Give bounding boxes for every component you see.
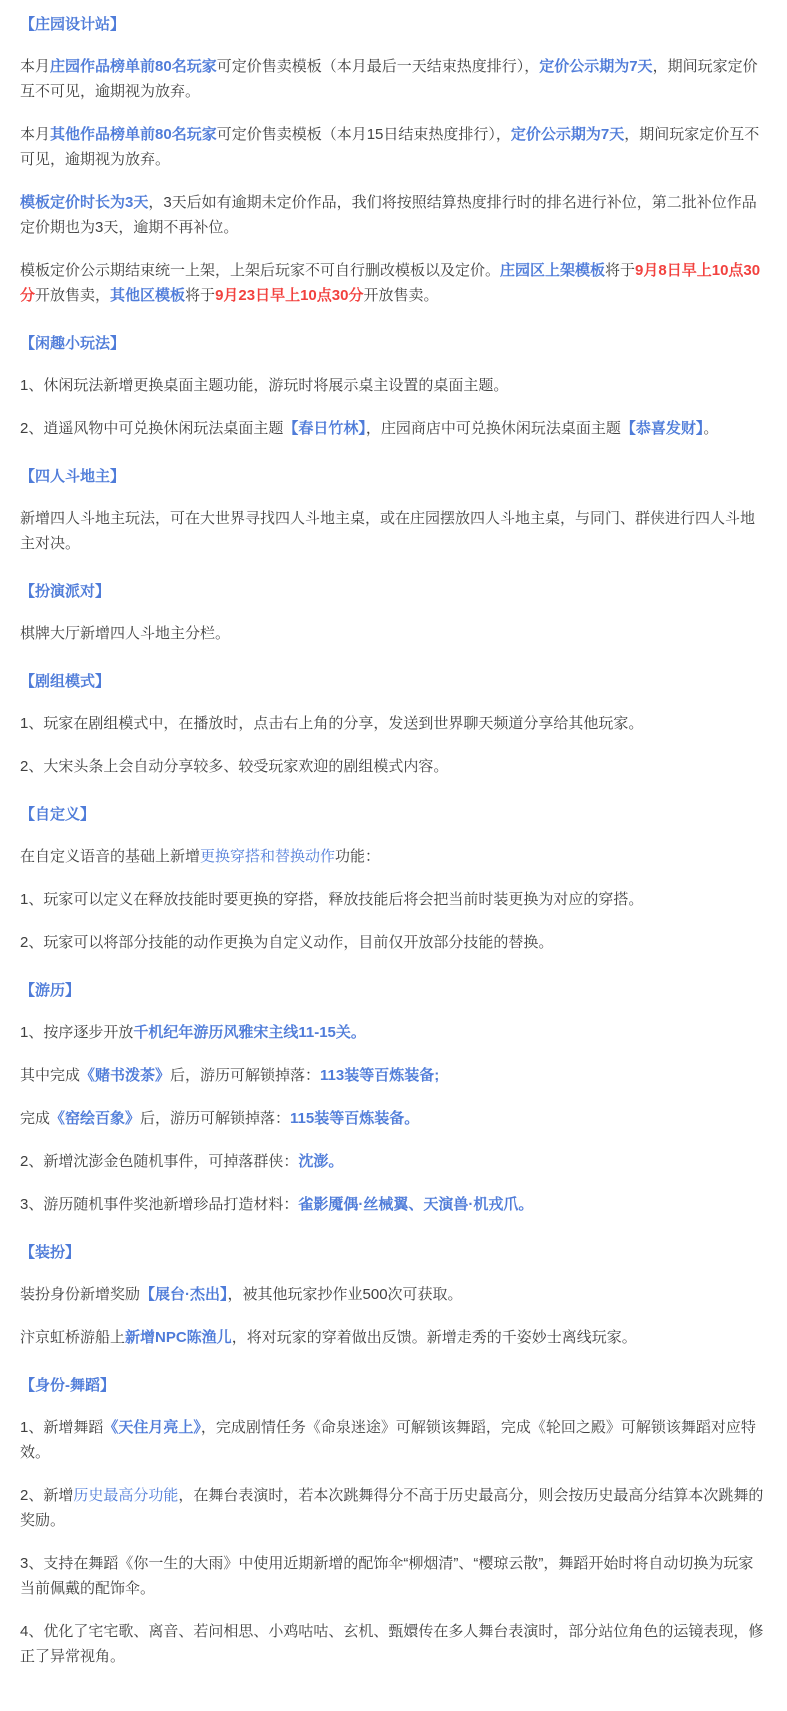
highlight-blue-text: 庄园区上架模板 [500,262,606,279]
highlight-blue-text: 115装等百炼装备。 [290,1110,420,1127]
section-header: 【扮演派对】 [20,583,111,600]
body-text: 开放售卖， [35,287,111,304]
paragraph [20,416,767,441]
paragraph [20,1063,767,1088]
body-text: ，被其他玩家抄作业500次可获取。 [227,1286,463,1303]
body-text: 本月 [20,58,51,75]
body-text: ，将对玩家的穿着做出反馈。新增走秀的千姿妙士离线玩家。 [231,1329,637,1346]
body-text: 3、支持在舞蹈《你一生的大雨》中使用近期新增的配饰伞“柳烟清”、“樱琼云散”，舞蹈开始时将自动切换为玩家当前佩戴的配饰伞。 [20,1555,754,1597]
section-header: 【游历】 [20,982,81,999]
body-text: 1、新增舞蹈 [20,1419,104,1436]
highlight-blue-text: 【展台·杰出】 [140,1286,228,1303]
body-text: 本月 [20,126,51,143]
section-header: 【自定义】 [20,806,96,823]
section-header: 【身份-舞蹈】 [20,1377,115,1394]
paragraph [20,122,767,172]
body-text: 2、新增沈澎金色随机事件，可掉落群侠： [20,1153,299,1170]
body-text: 4、优化了宅宅歌、离音、若问相思、小鸡咕咕、玄机、甄嬛传在多人舞台表演时，部分站位角色的运镜表现，修正了异常视角。 [20,1623,764,1665]
paragraph [20,54,767,104]
body-text: 2、大宋头条上会自动分享较多、较受玩家欢迎的剧组模式内容。 [20,758,449,775]
highlight-blue-text: 模板定价时长为3天 [20,194,149,211]
body-text: 。 [703,420,719,437]
body-text: 1、按序逐步开放 [20,1024,134,1041]
paragraph [20,1020,767,1045]
body-text: 1、玩家可以定义在释放技能时要更换的穿搭，释放技能后将会把当前时装更换为对应的穿搭。 [20,891,644,908]
section-header: 【闲趣小玩法】 [20,335,126,352]
highlight-blue-text: 沈澎。 [298,1153,344,1170]
paragraph [20,1619,767,1669]
section-header: 【庄园设计站】 [20,16,126,33]
paragraph [20,754,767,779]
paragraph [20,1149,767,1174]
body-text: 新增四人斗地主玩法，可在大世界寻找四人斗地主桌，或在庄园摆放四人斗地主桌，与同门、群侠进行四人斗地主对决。 [20,510,756,552]
section-header: 【剧组模式】 [20,673,111,690]
paragraph [20,711,767,736]
body-text: ，期间玩家定价互不可见，逾期视为放弃。 [20,126,760,168]
body-text: 汴京虹桥游船上 [20,1329,126,1346]
body-text: 将于 [605,262,636,279]
body-text: 后，游历可解锁掉落： [140,1110,291,1127]
body-text: ，庄园商店中可兑换休闲玩法桌面主题 [365,420,621,437]
body-text: 装扮身份新增奖励 [20,1286,141,1303]
body-text: ，完成剧情任务《命泉迷途》可解锁该舞蹈，完成《轮回之殿》可解锁该舞蹈对应特效。 [20,1419,756,1461]
paragraph [20,190,767,240]
highlight-red-text: 9月8日早上10点30分 [20,262,761,304]
highlight-blue-text: 《窑绘百象》 [50,1110,141,1127]
highlight-blue-text: 《天住月亮上》 [103,1419,201,1436]
body-text: 模板定价公示期结束统一上架，上架后玩家不可自行删改模板以及定价。 [20,262,501,279]
body-text: 1、玩家在剧组模式中，在播放时，点击右上角的分享，发送到世界聊天频道分享给其他玩家。 [20,715,644,732]
body-text: ，期间玩家定价互不可见，逾期视为放弃。 [20,58,758,100]
body-text: 后，游历可解锁掉落： [170,1067,321,1084]
body-text: 开放售卖。 [363,287,439,304]
paragraph [20,1106,767,1131]
paragraph [20,844,767,869]
body-text: 2、新增 [20,1487,74,1504]
paragraph [20,506,767,556]
body-text: ，3天后如有逾期未定价作品，我们将按照结算热度排行时的排名进行补位，第二批补位作品定价期也为3天，逾期不再补位。 [20,194,757,236]
highlight-blue-text: 更换穿搭和替换动作 [200,848,336,865]
body-text: 完成 [20,1110,51,1127]
highlight-blue-text: 定价公示期为7天 [510,126,625,143]
paragraph [20,1192,767,1217]
highlight-blue-text: 雀影魇偶·丝械翼、天演兽·机戎爪。 [298,1196,534,1213]
paragraph [20,930,767,955]
paragraph [20,1483,767,1533]
paragraph [20,621,767,646]
highlight-blue-text: 定价公示期为7天 [539,58,653,75]
paragraph [20,1325,767,1350]
paragraph [20,1551,767,1601]
body-text: ，在舞台表演时，若本次跳舞得分不高于历史最高分，则会按历史最高分结算本次跳舞的奖励。 [20,1487,764,1529]
highlight-blue-text: 【恭喜发财】 [620,420,704,437]
highlight-blue-text: 庄园作品榜单前80名玩家 [50,58,217,75]
body-text: 1、休闲玩法新增更换桌面主题功能，游玩时将展示桌主设置的桌面主题。 [20,377,509,394]
body-text: 2、逍遥风物中可兑换休闲玩法桌面主题 [20,420,284,437]
paragraph [20,373,767,398]
section-header: 【四人斗地主】 [20,468,126,485]
body-text: 可定价售卖模板（本月最后一天结束热度排行）， [216,58,540,75]
highlight-blue-text: 其他区模板 [110,287,186,304]
highlight-blue-text: 千机纪年游历风雅宋主线11-15关。 [133,1024,366,1041]
body-text: 3、游历随机事件奖池新增珍品打造材料： [20,1196,299,1213]
body-text: 将于 [185,287,216,304]
highlight-blue-text: 历史最高分功能 [73,1487,179,1504]
body-text: 其中完成 [20,1067,81,1084]
section-header: 【装扮】 [20,1244,81,1261]
paragraph [20,1282,767,1307]
highlight-blue-text: 【春日竹林】 [283,420,366,437]
highlight-blue-text: 新增NPC陈渔儿 [125,1329,232,1346]
body-text: 在自定义语音的基础上新增 [20,848,201,865]
body-text: 功能： [335,848,381,865]
paragraph [20,1415,767,1465]
body-text: 棋牌大厅新增四人斗地主分栏。 [20,625,231,642]
highlight-red-text: 9月23日早上10点30分 [215,287,364,304]
paragraph [20,258,767,308]
highlight-blue-text: 113装等百炼装备; [320,1067,440,1084]
body-text: 可定价售卖模板（本月15日结束热度排行）， [216,126,511,143]
highlight-blue-text: 《赌书泼茶》 [80,1067,171,1084]
paragraph [20,887,767,912]
body-text: 2、玩家可以将部分技能的动作更换为自定义动作，目前仅开放部分技能的替换。 [20,934,554,951]
highlight-blue-text: 其他作品榜单前80名玩家 [50,126,217,143]
